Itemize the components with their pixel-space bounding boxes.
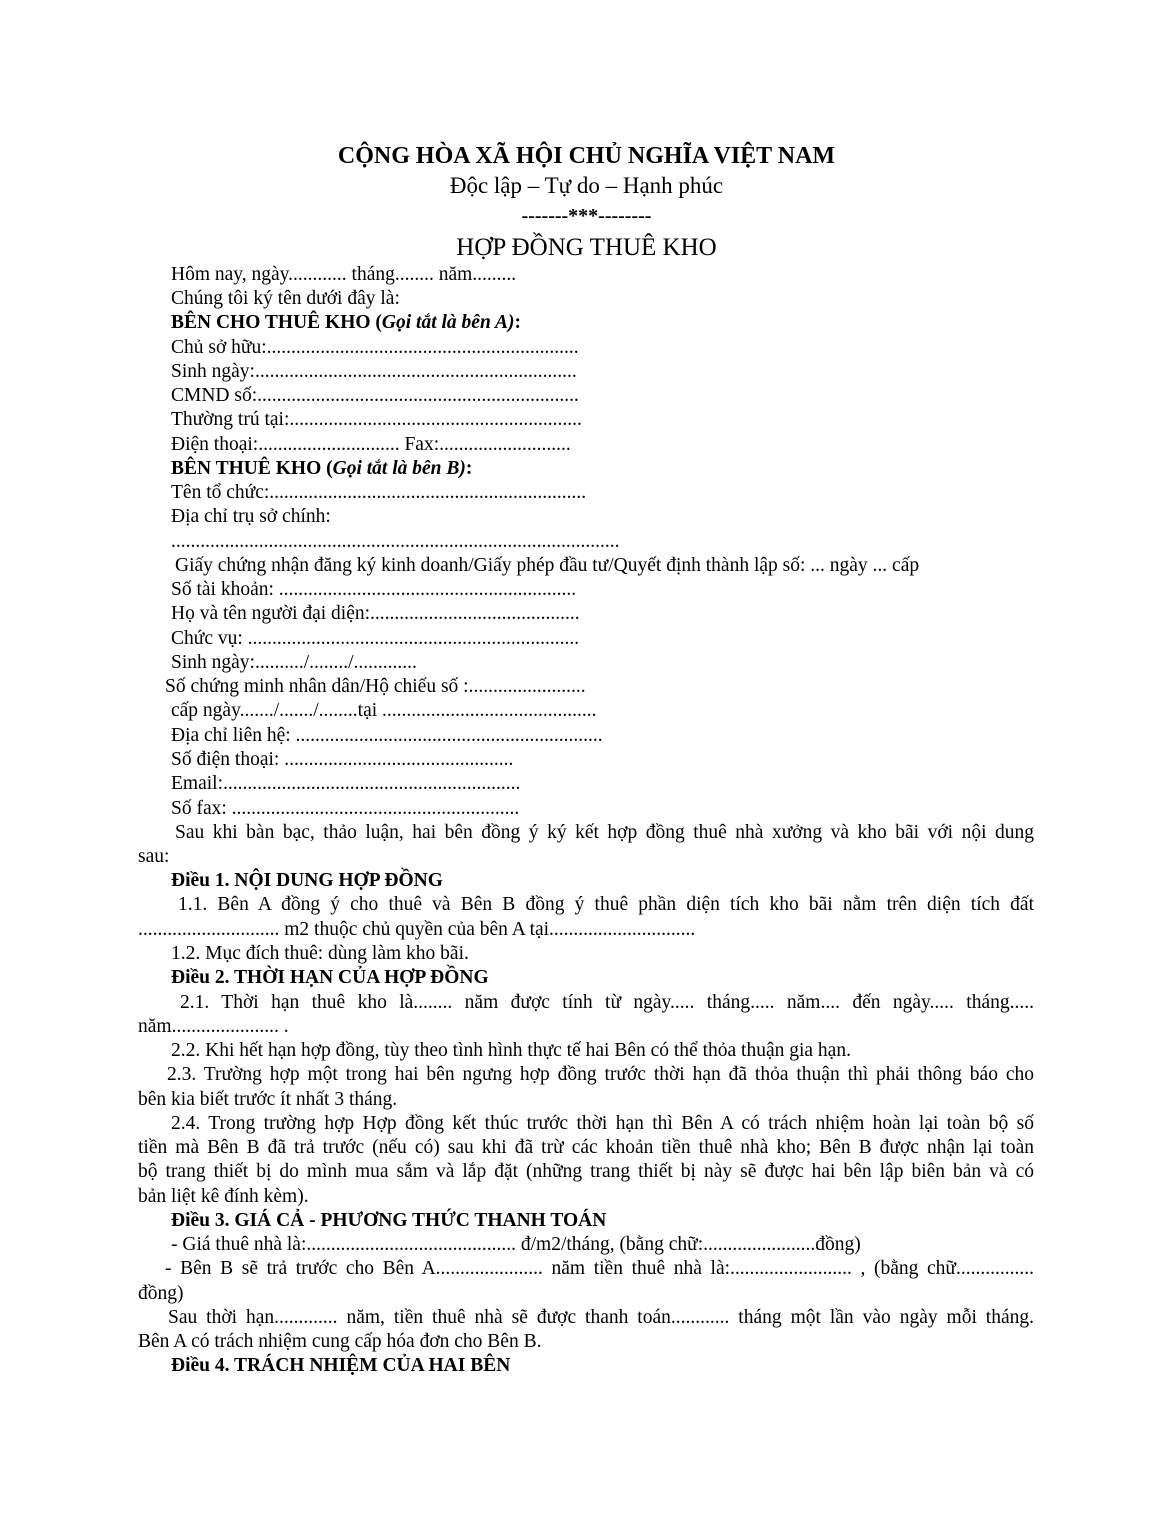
separator: -------***-------- <box>521 205 652 227</box>
party-b-org: Tên tổ chức:................................................................. <box>171 482 587 503</box>
article-2-4-line-3: bộ trang thiết bị do mình mua sắm và lắp đặt (những trang thiết bị này sẽ được hai bên lập biên bản và có <box>138 1161 1034 1182</box>
article-2-4-line-4: bản liệt kê đính kèm). <box>138 1186 309 1207</box>
article-2-4-line-1: 2.4. Trong trường hợp Hợp đồng kết thúc trước thời hạn thì Bên A có trách nhiệm hoàn lại toàn bộ số <box>171 1113 1034 1134</box>
party-b-dob: Sinh ngày:........../......../............. <box>171 652 417 673</box>
party-b-issued: cấp ngày......./......./........tại ............................................ <box>171 700 597 721</box>
article-1-title: Điều 1. NỘI DUNG HỢP ĐỒNG <box>171 870 443 891</box>
party-b-position: Chức vụ: .................................................................... <box>171 628 580 649</box>
article-2-3-line-1: 2.3. Trường hợp một trong hai bên ngưng hợp đồng trước thời hạn đã thỏa thuận thì phải thông báo cho <box>167 1064 1034 1085</box>
party-b-heading-end: : <box>465 458 473 479</box>
party-a-dob: Sinh ngày:.................................................................. <box>171 361 577 382</box>
party-a-phone-fax: Điện thoại:............................. Fax:........................... <box>171 434 571 455</box>
article-4-title: Điều 4. TRÁCH NHIỆM CỦA HAI BÊN <box>171 1355 511 1376</box>
agreement-line-2: sau: <box>138 846 170 867</box>
signers-line: Chúng tôi ký tên dưới đây là: <box>171 288 400 309</box>
party-b-heading <box>171 457 472 481</box>
article-2-4-line-2: tiền mà Bên B đã trả trước (nếu có) sau khi đã trừ các khoản tiền thuê nhà kho; Bên B được nhận lại toàn <box>138 1137 1034 1158</box>
article-3-price: - Giá thuê nhà là:........................................... đ/m2/tháng, (bằng chữ:.......................đồng) <box>171 1234 861 1255</box>
party-b-hq: Địa chỉ trụ sở chính: <box>171 506 331 527</box>
party-b-account: Số tài khoản: ............................................................. <box>171 579 577 600</box>
article-2-1-line-2: năm...................... . <box>138 1016 289 1037</box>
article-3-after-line-1: Sau thời hạn............. năm, tiền thuê nhà sẽ được thanh toán............ tháng một lần vào ngày mỗi tháng. <box>168 1307 1034 1328</box>
article-2-title: Điều 2. THỜI HẠN CỦA HỢP ĐỒNG <box>171 967 489 988</box>
party-b-heading-bold: BÊN THUÊ KHO ( <box>171 458 333 479</box>
article-3-prepay-line-1: - Bên B sẽ trả trước cho Bên A...................... năm tiền thuê nhà là:......................... , (bằng chữ................ <box>165 1258 1034 1279</box>
agreement-line-1: Sau khi bàn bạc, thảo luận, hai bên đồng ý ký kết hợp đồng thuê nhà xưởng và kho bãi với nội dung <box>175 822 1034 843</box>
article-3-after-line-2: Bên A có trách nhiệm cung cấp hóa đơn cho Bên B. <box>138 1331 542 1352</box>
motto: Độc lập – Tự do – Hạnh phúc <box>449 173 724 198</box>
party-b-fax: Số fax: ........................................................... <box>171 798 520 819</box>
article-1-1-line-1: 1.1. Bên A đồng ý cho thuê và Bên B đồng ý thuê phần diện tích kho bãi nằm trên diện tích đất <box>178 894 1034 915</box>
party-b-license: Giấy chứng nhận đăng ký kinh doanh/Giấy phép đầu tư/Quyết định thành lập số: ... ngày ... cấp <box>175 555 920 576</box>
party-a-heading <box>171 311 521 335</box>
party-b-passport: Số chứng minh nhân dân/Hộ chiếu số :........................ <box>165 676 586 697</box>
party-a-heading-end: : <box>514 312 521 333</box>
party-b-hq-dots: ............................................................................................ <box>171 531 620 552</box>
party-b-heading-italic: Gọi tắt là bên B) <box>332 458 466 479</box>
article-3-prepay-line-2: đồng) <box>138 1283 184 1304</box>
party-b-phone: Số điện thoại: ............................................... <box>171 749 514 770</box>
party-b-address: Địa chỉ liên hệ: ............................................................... <box>171 725 603 746</box>
article-2-1-line-1: 2.1. Thời hạn thuê kho là........ năm được tính từ ngày..... tháng..... năm.... đến ngày..... tháng..... <box>180 992 1034 1013</box>
party-a-owner: Chủ sở hữu:................................................................ <box>171 337 579 358</box>
party-b-representative: Họ và tên người đại diện:........................................... <box>171 603 580 624</box>
party-a-heading-bold: BÊN CHO THUÊ KHO ( <box>171 312 382 333</box>
article-3-title: Điều 3. GIÁ CẢ - PHƯƠNG THỨC THANH TOÁN <box>171 1210 607 1231</box>
document-title: HỢP ĐỒNG THUÊ KHO <box>456 234 717 261</box>
article-1-1-line-2: ............................. m2 thuộc chủ quyền của bên A tại.............................. <box>138 919 696 940</box>
date-line: Hôm nay, ngày............ tháng........ năm......... <box>171 264 517 285</box>
article-2-2: 2.2. Khi hết hạn hợp đồng, tùy theo tình hình thực tế hai Bên có thể thỏa thuận gia hạn. <box>171 1040 851 1061</box>
party-a-id: CMND số:.................................................................. <box>171 385 579 406</box>
nation-heading: CỘNG HÒA XÃ HỘI CHỦ NGHĨA VIỆT NAM <box>337 143 836 169</box>
article-2-3-line-2: bên kia biết trước ít nhất 3 tháng. <box>138 1089 398 1110</box>
party-a-heading-italic: Gọi tắt là bên A) <box>381 312 515 333</box>
party-a-residence: Thường trú tại:............................................................ <box>171 409 582 430</box>
article-1-2: 1.2. Mục đích thuê: dùng làm kho bãi. <box>171 943 469 964</box>
party-b-email: Email:............................................................. <box>171 773 521 794</box>
